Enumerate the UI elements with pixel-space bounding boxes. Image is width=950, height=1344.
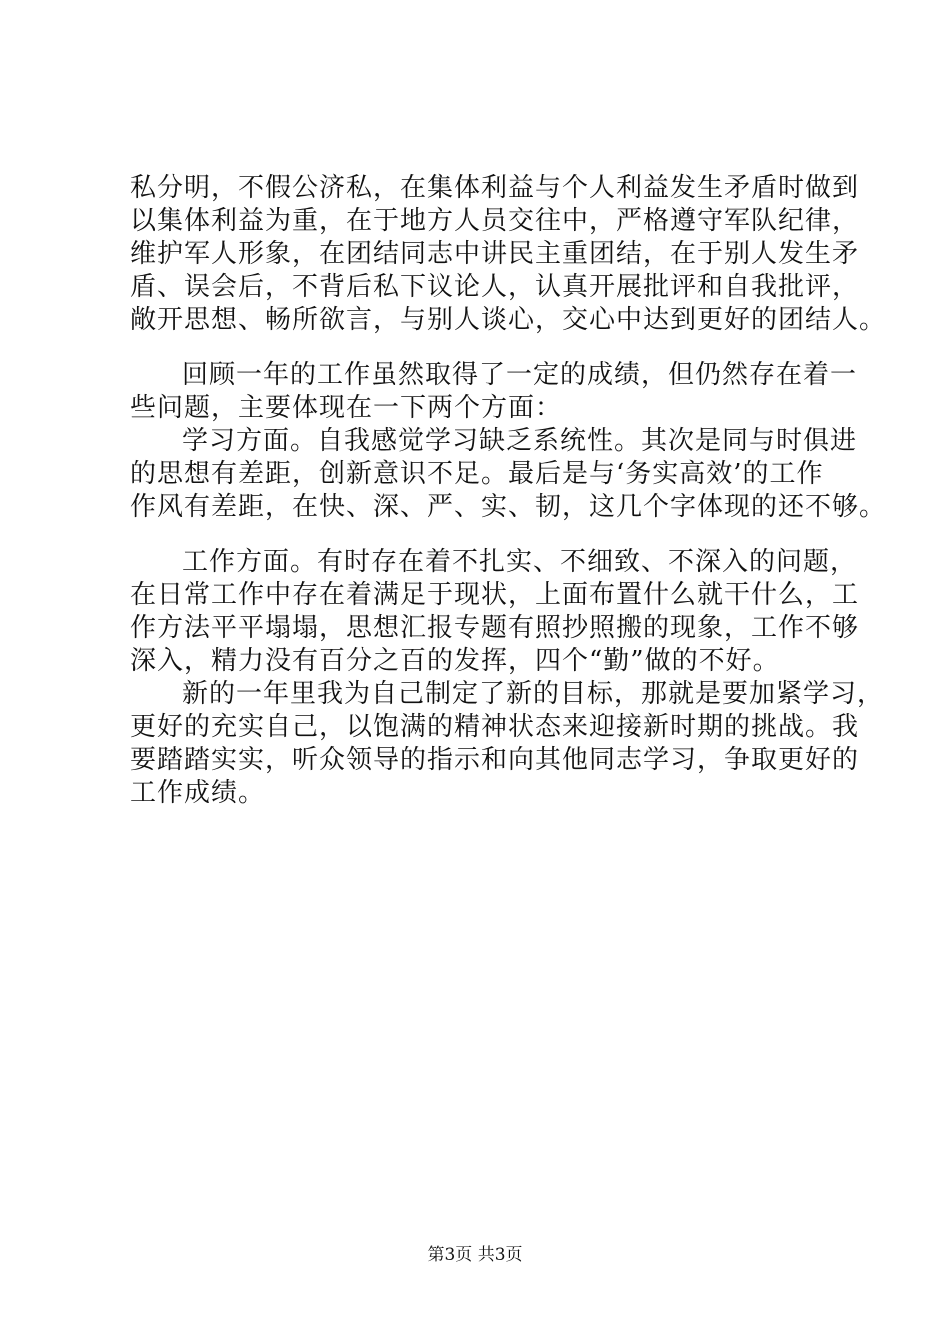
text-line: 私分明，不假公济私，在集体利益与个人利益发生矛盾时做到 bbox=[130, 173, 860, 203]
text-line: 学习方面。自我感觉学习缺乏系统性。其次是同与时俱进 bbox=[182, 426, 858, 456]
text-line: 要踏踏实实，听众领导的指示和向其他同志学习，争取更好的 bbox=[130, 745, 860, 775]
text-line: 更好的充实自己，以饱满的精神状态来迎接新时期的挑战。我 bbox=[130, 712, 860, 742]
paragraph bbox=[130, 546, 860, 678]
text-line: 新的一年里我为自己制定了新的目标，那就是要加紧学习， bbox=[182, 679, 885, 709]
text-line: 以集体利益为重，在于地方人员交往中，严格遵守军队纪律， bbox=[130, 206, 860, 236]
text-line: 在日常工作中存在着满足于现状，上面布置什么就干什么，工 bbox=[130, 580, 860, 610]
text-line: 深入，精力没有百分之百的发挥，四个“勤”做的不好。 bbox=[130, 646, 780, 676]
paragraph-spacer bbox=[130, 337, 850, 359]
text-line: 的思想有差距，创新意识不足。最后是与‘务实高效’的工作 bbox=[130, 459, 824, 489]
text-line: 维护军人形象，在团结同志中讲民主重团结，在于别人发生矛 bbox=[130, 239, 860, 269]
paragraph bbox=[130, 678, 885, 810]
text-line: 回顾一年的工作虽然取得了一定的成绩，但仍然存在着一 bbox=[182, 360, 858, 390]
paragraph bbox=[130, 172, 887, 337]
paragraph bbox=[130, 425, 887, 524]
text-line: 盾、误会后，不背后私下议论人，认真开展批评和自我批评， bbox=[130, 272, 860, 302]
text-line: 敞开思想、畅所欲言，与别人谈心，交心中达到更好的团结人。 bbox=[130, 305, 887, 335]
text-line: 工作方面。有时存在着不扎实、不细致、不深入的问题， bbox=[182, 547, 858, 577]
text-line: 工作成绩。 bbox=[130, 778, 266, 808]
paragraph-spacer bbox=[130, 524, 850, 546]
page-number: 第3页 共3页 bbox=[427, 1245, 523, 1265]
text-line: 些问题，主要体现在一下两个方面： bbox=[130, 393, 563, 423]
text-line: 作风有差距，在快、深、严、实、韧，这几个字体现的还不够。 bbox=[130, 492, 887, 522]
document-body bbox=[130, 172, 887, 810]
paragraph bbox=[130, 359, 858, 425]
page-footer bbox=[0, 1245, 950, 1265]
text-line: 作方法平平塌塌，思想汇报专题有照抄照搬的现象，工作不够 bbox=[130, 613, 860, 643]
